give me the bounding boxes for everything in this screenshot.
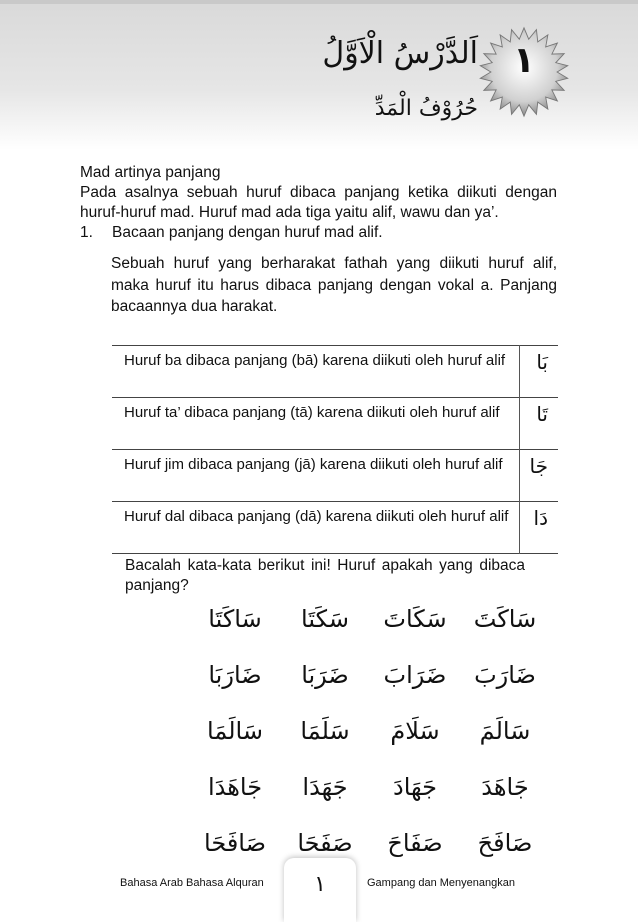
arabic-word: سَلَامَ xyxy=(390,717,440,745)
arabic-word: سَاكَتَا xyxy=(208,605,262,633)
list-item-number: 1. xyxy=(80,224,93,241)
arabic-word: صَفَحَا xyxy=(297,829,353,857)
table-cell-text: Huruf ta’ dibaca panjang (tā) karena diikuti oleh huruf alif xyxy=(124,404,500,421)
lesson-subtitle: حُرُوْفُ الْمَدِّ xyxy=(374,96,478,121)
exercise-word-grid xyxy=(195,605,545,885)
table-row xyxy=(112,502,558,554)
arabic-word: سَالَمَ xyxy=(479,717,531,745)
table-cell-arabic: بَا xyxy=(520,346,559,398)
arabic-word: جَهَادَ xyxy=(393,773,437,801)
arabic-word: ضَرَبَا xyxy=(301,661,349,689)
intro-line-1: Mad artinya panjang xyxy=(80,164,221,181)
table-row xyxy=(112,398,558,450)
word-row xyxy=(195,773,545,829)
arabic-word: جَاهَدَا xyxy=(207,773,263,801)
page-number-tab: ١ xyxy=(284,858,356,922)
exercise-instruction: Bacalah kata-kata berikut ini! Huruf apakah yang dibaca panjang? xyxy=(125,557,525,594)
word-row xyxy=(195,605,545,661)
mad-alif-table xyxy=(112,345,558,554)
lesson-title: اَلدَّرْسُ الْاَوَّلُ xyxy=(322,36,478,71)
table-cell-arabic: تَا xyxy=(520,398,559,450)
table-row xyxy=(112,450,558,502)
intro-section xyxy=(80,163,557,318)
arabic-word: ضَرَابَ xyxy=(383,661,447,689)
arabic-word: سَالَمَا xyxy=(207,717,263,745)
table-cell-arabic: جَا xyxy=(520,450,559,502)
arabic-word: جَاهَدَ xyxy=(481,773,529,801)
arabic-word: صَافَحَا xyxy=(204,829,266,857)
table-cell-arabic: دَا xyxy=(520,502,559,554)
arabic-word: سَكَاتَ xyxy=(383,605,447,633)
footer-tagline: Gampang dan Menyenangkan xyxy=(367,877,515,889)
table-cell-text: Huruf ba dibaca panjang (bā) karena diikuti oleh huruf alif xyxy=(124,352,506,369)
item-1-description: Sebuah huruf yang berharakat fathah yang diikuti huruf alif, maka huruf itu harus dibaca panjang dengan vokal a. Panjang bacaannya dua harakat. xyxy=(111,255,557,315)
list-item-text: Bacaan panjang dengan huruf mad alif. xyxy=(112,224,383,241)
word-row xyxy=(195,717,545,773)
footer-book-title: Bahasa Arab Bahasa Alquran xyxy=(120,877,264,889)
arabic-word: سَلَمَا xyxy=(300,717,350,745)
table-cell-text: Huruf dal dibaca panjang (dā) karena diikuti oleh huruf alif xyxy=(124,508,509,525)
arabic-word: ضَارَبَا xyxy=(208,661,262,689)
arabic-word: صَفَاحَ xyxy=(387,829,443,857)
list-item-1 xyxy=(80,223,557,243)
arabic-word: سَاكَتَ xyxy=(473,605,537,633)
arabic-word: صَافَحَ xyxy=(477,829,533,857)
arabic-word: جَهَدَا xyxy=(302,773,348,801)
arabic-word: ضَارَبَ xyxy=(474,661,536,689)
arabic-word: سَكَتَا xyxy=(301,605,349,633)
table-cell-text: Huruf jim dibaca panjang (jā) karena diikuti oleh huruf alif xyxy=(124,456,503,473)
word-row xyxy=(195,661,545,717)
table-row xyxy=(112,346,558,398)
intro-line-2: Pada asalnya sebuah huruf dibaca panjang ketika diikuti dengan huruf-huruf mad. Huruf mad ada tiga yaitu alif, wawu dan ya’. xyxy=(80,184,557,221)
lesson-number: ١ xyxy=(513,40,535,81)
